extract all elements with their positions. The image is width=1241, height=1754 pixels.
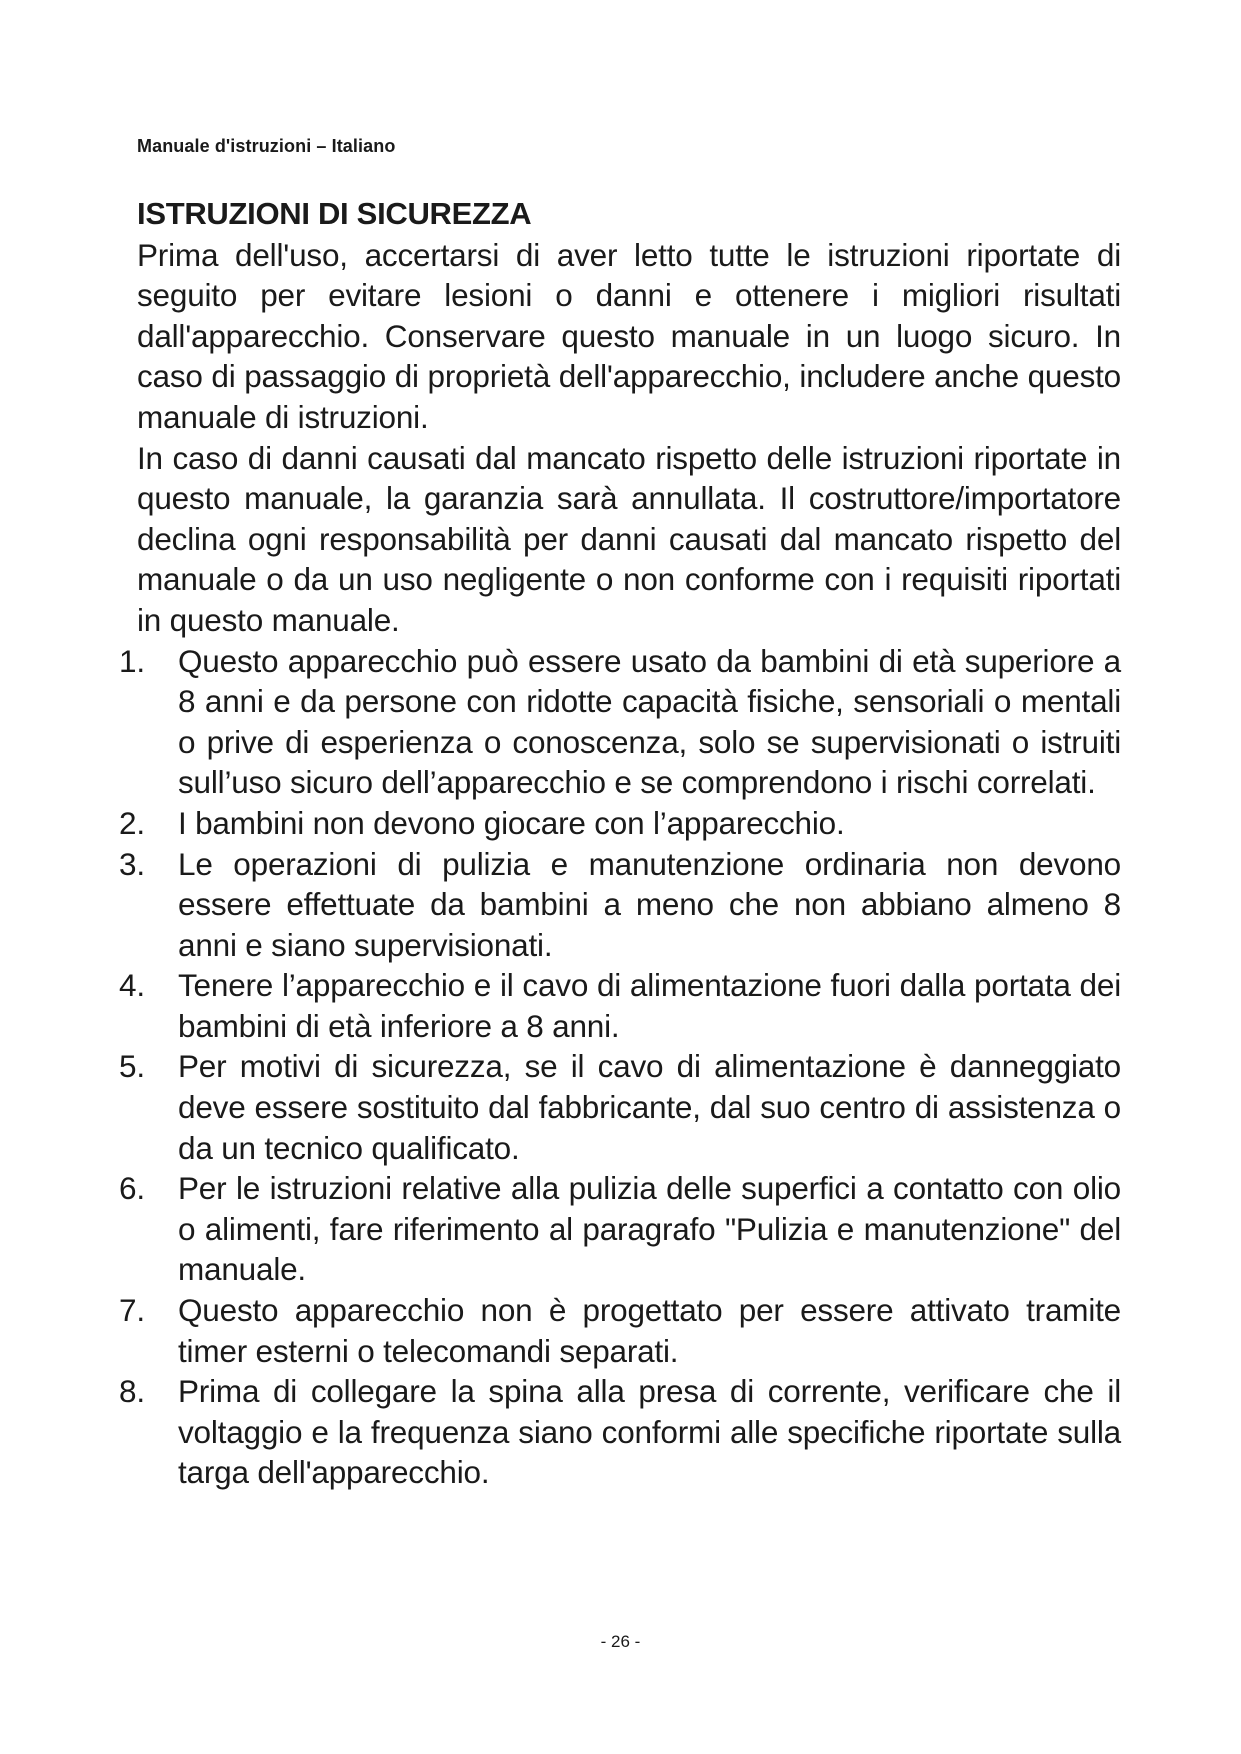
safety-list [119,641,1121,1493]
item-text: Le operazioni di pulizia e manutenzione ordinaria non devono essere effettuate da bambini a meno che non abbiano almeno 8 anni e siano supervisionati. [178,845,1121,963]
item-text: Tenere l’apparecchio e il cavo di alimentazione fuori dalla portata dei bambini di età inferiore a 8 anni. [178,967,1121,1044]
list-item [119,641,1121,803]
safety-section [119,194,1121,1493]
item-number: 7. [119,1292,145,1329]
item-number: 4. [119,967,145,1004]
section-title: ISTRUZIONI DI SICUREZZA [137,196,532,231]
list-item [119,1046,1121,1168]
warranty-paragraph: In caso di danni causati dal mancato rispetto delle istruzioni riportate in questo manuale, la garanzia sarà annullata. Il costruttore/importatore declina ogni responsabilità per danni causati dal mancato rispetto del manuale o da un uso negligente o non conforme con i requisiti riportati in questo manuale. [137,439,1121,638]
item-text: Prima di collegare la spina alla presa di corrente, verificare che il voltaggio e la frequenza siano conformi alle specifiche riportate sulla targa dell'apparecchio. [178,1373,1121,1491]
item-text: Per le istruzioni relative alla pulizia delle superfici a contatto con olio o alimenti, fare riferimento al paragrafo "Pulizia e manutenzione" del manuale. [178,1170,1121,1288]
page-number: - 26 - [600,1632,641,1651]
list-item [119,1371,1121,1493]
list-item [119,1168,1121,1290]
item-number: 8. [119,1373,145,1410]
item-number: 6. [119,1170,145,1207]
running-header: Manuale d'istruzioni – Italiano [137,136,396,156]
item-number: 2. [119,804,145,841]
list-item [119,1290,1121,1371]
item-text: Questo apparecchio non è progettato per essere attivato tramite timer esterni o telecomandi separati. [178,1292,1121,1369]
list-item [119,844,1121,966]
item-text: Per motivi di sicurezza, se il cavo di alimentazione è danneggiato deve essere sostituito dal fabbricante, dal suo centro di assistenza o da un tecnico qualificato. [178,1048,1121,1166]
list-item [119,965,1121,1046]
intro-paragraph: Prima dell'uso, accertarsi di aver letto tutte le istruzioni riportate di seguito per evitare lesioni o danni e ottenere i migliori risultati dall'apparecchio. Conservare questo manuale in un luogo sicuro. In caso di passaggio di proprietà dell'apparecchio, includere anche questo manuale di istruzioni. [137,236,1121,435]
item-text: Questo apparecchio può essere usato da bambini di età superiore a 8 anni e da persone con ridotte capacità fisiche, sensoriali o mentali o prive di esperienza o conoscenza, solo se supervisionati o istruiti sull’uso sicuro dell’apparecchio e se comprendono i rischi correlati. [178,642,1121,801]
item-number: 1. [119,642,145,679]
item-number: 5. [119,1048,145,1085]
list-item [119,803,1121,844]
item-number: 3. [119,845,145,882]
item-text: I bambini non devono giocare con l’apparecchio. [178,804,845,841]
